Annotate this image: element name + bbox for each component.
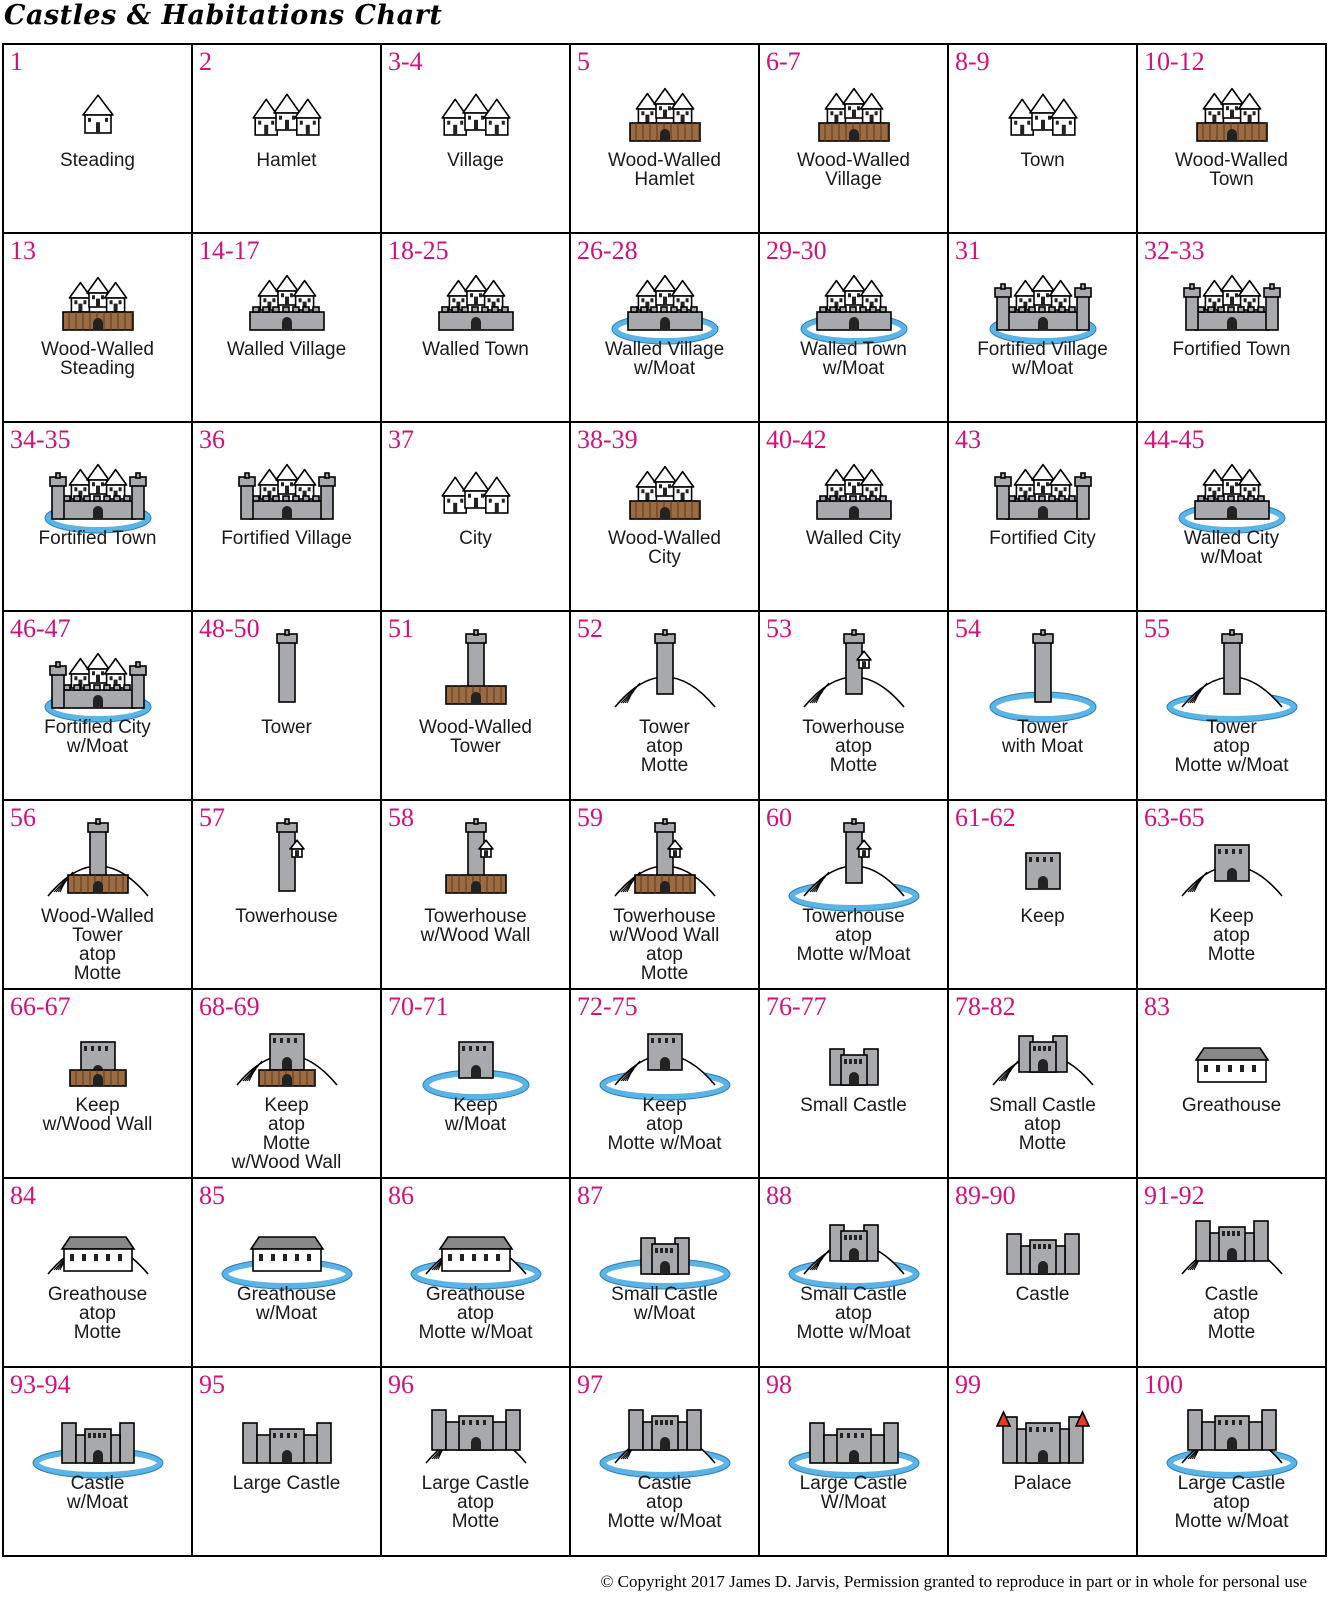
chart-cell (949, 1179, 1138, 1368)
chart-cell (1138, 612, 1327, 801)
habitation-label: Walled Town w/Moat (800, 339, 907, 379)
roll-range: 6-7 (766, 47, 801, 76)
habitation-label: Walled City w/Moat (1183, 528, 1280, 568)
chart-cell (949, 612, 1138, 801)
chart-cell (1138, 801, 1327, 990)
roll-range: 66-67 (10, 992, 71, 1021)
chart-cell (4, 1368, 193, 1557)
chart-cell (382, 1179, 571, 1368)
fortified-town-icon (193, 423, 382, 612)
habitation-label: Fortified City (989, 528, 1096, 549)
castle-moat-icon (4, 1368, 193, 1557)
habitation-label: Walled City (805, 528, 902, 549)
fortified-town-icon (1138, 234, 1327, 423)
habitation-label: Greathouse atop Motte (47, 1284, 148, 1343)
habitation-label: Small Castle atop Motte (989, 1095, 1096, 1154)
wood-wall-houses-icon (571, 45, 760, 234)
habitation-label: Castle atop Motte (1204, 1284, 1259, 1343)
habitation-label: Wood-Walled Village (797, 150, 910, 190)
roll-range: 55 (1144, 614, 1170, 643)
habitation-label: City (459, 528, 492, 549)
habitation-label: Keep atop Motte w/Wood Wall (231, 1095, 342, 1173)
chart-cell (193, 45, 382, 234)
palace-icon (949, 1368, 1138, 1557)
roll-range: 86 (388, 1181, 414, 1210)
roll-range: 18-25 (388, 236, 449, 265)
moat-fortified-icon (4, 423, 193, 612)
chart-cell (193, 423, 382, 612)
habitation-label: Hamlet (256, 150, 317, 171)
roll-range: 38-39 (577, 425, 638, 454)
chart-cell (571, 45, 760, 234)
habitation-label: Village (447, 150, 504, 171)
habitation-label: Greathouse w/Moat (236, 1284, 337, 1324)
roll-range: 96 (388, 1370, 414, 1399)
habitation-label: Fortified Village (221, 528, 352, 549)
roll-range: 5 (577, 47, 590, 76)
wood-wall-houses-icon (760, 45, 949, 234)
roll-range: 59 (577, 803, 603, 832)
houses-icon (193, 45, 382, 234)
chart-cell (193, 612, 382, 801)
chart-cell (760, 990, 949, 1179)
habitation-label: Large Castle atop Motte (421, 1473, 530, 1532)
chart-cell (949, 423, 1138, 612)
roll-range: 61-62 (955, 803, 1016, 832)
chart-cell (4, 45, 193, 234)
roll-range: 56 (10, 803, 36, 832)
moat-fortified-icon (949, 234, 1138, 423)
chart-cell (949, 1368, 1138, 1557)
habitation-label: Towerhouse w/Wood Wall atop Motte (609, 906, 720, 984)
habitation-label: Greathouse atop Motte w/Moat (418, 1284, 533, 1343)
chart-cell (571, 1368, 760, 1557)
copyright-notice: © Copyright 2017 James D. Jarvis, Permission granted to reproduce in part or in whole for personal use (600, 1572, 1307, 1591)
chart-cell (1138, 423, 1327, 612)
habitation-label: Fortified Village w/Moat (977, 339, 1108, 379)
habitation-label: Large Castle W/Moat (799, 1473, 908, 1513)
roll-range: 8-9 (955, 47, 990, 76)
wood-wall-keep-icon (4, 990, 193, 1179)
habitation-label: Walled Village w/Moat (604, 339, 725, 379)
habitation-label: Keep atop Motte w/Moat (607, 1095, 722, 1154)
chart-cell (382, 612, 571, 801)
habitation-label: Towerhouse (235, 906, 338, 927)
habitation-label: Greathouse (1181, 1095, 1282, 1116)
habitation-label: Keep w/Wood Wall (42, 1095, 153, 1135)
habitation-label: Steading (59, 150, 135, 171)
chart-cell (382, 1368, 571, 1557)
habitation-label: Castle w/Moat (66, 1473, 129, 1513)
roll-range: 52 (577, 614, 603, 643)
chart-cell (760, 45, 949, 234)
chart-cell (382, 990, 571, 1179)
wood-wall-towerhouse-icon (382, 801, 571, 990)
chart-cell (1138, 1368, 1327, 1557)
roll-range: 46-47 (10, 614, 71, 643)
castle-icon (949, 1179, 1138, 1368)
wood-wall-houses-icon (571, 423, 760, 612)
chart-cell (1138, 1179, 1327, 1368)
chart-cell (1138, 234, 1327, 423)
chart-cell (193, 1368, 382, 1557)
greathouse-moat-icon (193, 1179, 382, 1368)
chart-cell (760, 234, 949, 423)
roll-range: 72-75 (577, 992, 638, 1021)
habitation-label: Keep (1020, 906, 1065, 927)
roll-range: 1 (10, 47, 23, 76)
habitation-label: Wood-Walled Tower atop Motte (41, 906, 154, 984)
habitation-label: Walled Village (226, 339, 347, 360)
habitation-label: Castle atop Motte w/Moat (607, 1473, 722, 1532)
tower-moat-icon (949, 612, 1138, 801)
chart-cell (4, 801, 193, 990)
stone-wall-houses-icon (193, 234, 382, 423)
habitation-label: Keep w/Moat (444, 1095, 507, 1135)
roll-range: 3-4 (388, 47, 423, 76)
chart-cell (4, 990, 193, 1179)
fortified-town-icon (949, 423, 1138, 612)
roll-range: 37 (388, 425, 414, 454)
roll-range: 84 (10, 1181, 36, 1210)
houses-icon (382, 45, 571, 234)
chart-cell (382, 234, 571, 423)
habitation-label: Fortified City w/Moat (44, 717, 151, 757)
habitation-label: Keep atop Motte (1207, 906, 1256, 965)
chart-cell (382, 45, 571, 234)
habitation-label: Wood-Walled Hamlet (608, 150, 721, 190)
chart-cell (193, 1179, 382, 1368)
large-castle-icon (193, 1368, 382, 1557)
roll-range: 63-65 (1144, 803, 1205, 832)
roll-range: 98 (766, 1370, 792, 1399)
roll-range: 95 (199, 1370, 225, 1399)
keep-icon (949, 801, 1138, 990)
wood-wall-houses-icon (4, 234, 193, 423)
habitation-label: Wood-Walled Tower (419, 717, 532, 757)
roll-range: 76-77 (766, 992, 827, 1021)
roll-range: 100 (1144, 1370, 1183, 1399)
chart-cell (4, 1179, 193, 1368)
house-icon (4, 45, 193, 234)
habitation-label: Castle (1015, 1284, 1070, 1305)
habitation-label: Tower atop Motte w/Moat (1174, 717, 1289, 776)
roll-range: 36 (199, 425, 225, 454)
chart-title: Castles & Habitations Chart (4, 0, 443, 31)
chart-cell (949, 801, 1138, 990)
roll-range: 43 (955, 425, 981, 454)
chart-cell (571, 612, 760, 801)
chart-cell (4, 612, 193, 801)
chart-cell (949, 234, 1138, 423)
chart-cell (949, 45, 1138, 234)
chart-cell (571, 990, 760, 1179)
habitation-label: Towerhouse atop Motte w/Moat (796, 906, 911, 965)
roll-range: 88 (766, 1181, 792, 1210)
roll-range: 83 (1144, 992, 1170, 1021)
chart-cell (571, 423, 760, 612)
habitation-label: Tower (261, 717, 312, 738)
habitation-label: Tower with Moat (1001, 717, 1084, 757)
chart-cell (760, 423, 949, 612)
habitation-label: Towerhouse w/Wood Wall (420, 906, 531, 946)
chart-cell (760, 1179, 949, 1368)
roll-range: 13 (10, 236, 36, 265)
chart-cell (760, 801, 949, 990)
roll-range: 34-35 (10, 425, 71, 454)
roll-range: 31 (955, 236, 981, 265)
habitation-label: Fortified Town (38, 528, 157, 549)
moat-fortified-icon (4, 612, 193, 801)
habitation-label: Large Castle (232, 1473, 341, 1494)
chart-cell (1138, 45, 1327, 234)
habitations-grid (2, 43, 1327, 1557)
roll-range: 29-30 (766, 236, 827, 265)
roll-range: 48-50 (199, 614, 260, 643)
roll-range: 32-33 (1144, 236, 1205, 265)
roll-range: 99 (955, 1370, 981, 1399)
habitation-label: Walled Town (422, 339, 529, 360)
habitation-label: Fortified Town (1172, 339, 1291, 360)
small-castle-moat-icon (571, 1179, 760, 1368)
small-castle-icon (760, 990, 949, 1179)
roll-range: 40-42 (766, 425, 827, 454)
roll-range: 97 (577, 1370, 603, 1399)
roll-range: 54 (955, 614, 981, 643)
roll-range: 53 (766, 614, 792, 643)
moat-wall-houses-icon (571, 234, 760, 423)
tower-icon (193, 612, 382, 801)
roll-range: 14-17 (199, 236, 260, 265)
roll-range: 85 (199, 1181, 225, 1210)
chart-cell (4, 234, 193, 423)
roll-range: 78-82 (955, 992, 1016, 1021)
habitation-label: Wood-Walled Town (1175, 150, 1288, 190)
chart-cell (571, 801, 760, 990)
roll-range: 2 (199, 47, 212, 76)
roll-range: 44-45 (1144, 425, 1205, 454)
habitation-label: Towerhouse atop Motte (802, 717, 905, 776)
roll-range: 60 (766, 803, 792, 832)
roll-range: 70-71 (388, 992, 449, 1021)
greathouse-icon (1138, 990, 1327, 1179)
keep-moat-icon (382, 990, 571, 1179)
chart-cell (571, 1179, 760, 1368)
roll-range: 10-12 (1144, 47, 1205, 76)
wood-wall-houses-icon (1138, 45, 1327, 234)
roll-range: 68-69 (199, 992, 260, 1021)
towerhouse-icon (193, 801, 382, 990)
moat-wall-houses-icon (1138, 423, 1327, 612)
habitation-label: Small Castle w/Moat (611, 1284, 718, 1324)
habitation-label: Wood-Walled Steading (41, 339, 154, 379)
roll-range: 91-92 (1144, 1181, 1205, 1210)
moat-wall-houses-icon (760, 234, 949, 423)
wood-wall-tower-icon (382, 612, 571, 801)
chart-cell (4, 423, 193, 612)
roll-range: 57 (199, 803, 225, 832)
habitation-label: Wood-Walled City (608, 528, 721, 568)
habitation-label: Palace (1013, 1473, 1072, 1494)
roll-range: 26-28 (577, 236, 638, 265)
chart-cell (949, 990, 1138, 1179)
chart-cell (193, 234, 382, 423)
chart-cell (760, 1368, 949, 1557)
houses-icon (949, 45, 1138, 234)
habitation-label: Small Castle atop Motte w/Moat (796, 1284, 911, 1343)
chart-cell (193, 801, 382, 990)
habitation-label: Town (1020, 150, 1065, 171)
chart-cell (760, 612, 949, 801)
roll-range: 93-94 (10, 1370, 71, 1399)
habitation-label: Large Castle atop Motte w/Moat (1174, 1473, 1289, 1532)
chart-cell (193, 990, 382, 1179)
stone-wall-houses-icon (382, 234, 571, 423)
habitation-label: Small Castle (800, 1095, 907, 1116)
roll-range: 87 (577, 1181, 603, 1210)
roll-range: 89-90 (955, 1181, 1016, 1210)
habitation-label: Tower atop Motte (639, 717, 690, 776)
large-castle-moat-icon (760, 1368, 949, 1557)
roll-range: 58 (388, 803, 414, 832)
roll-range: 51 (388, 614, 414, 643)
chart-cell (1138, 990, 1327, 1179)
chart-cell (382, 801, 571, 990)
stone-wall-houses-icon (760, 423, 949, 612)
chart-cell (382, 423, 571, 612)
chart-cell (571, 234, 760, 423)
houses-icon (382, 423, 571, 612)
